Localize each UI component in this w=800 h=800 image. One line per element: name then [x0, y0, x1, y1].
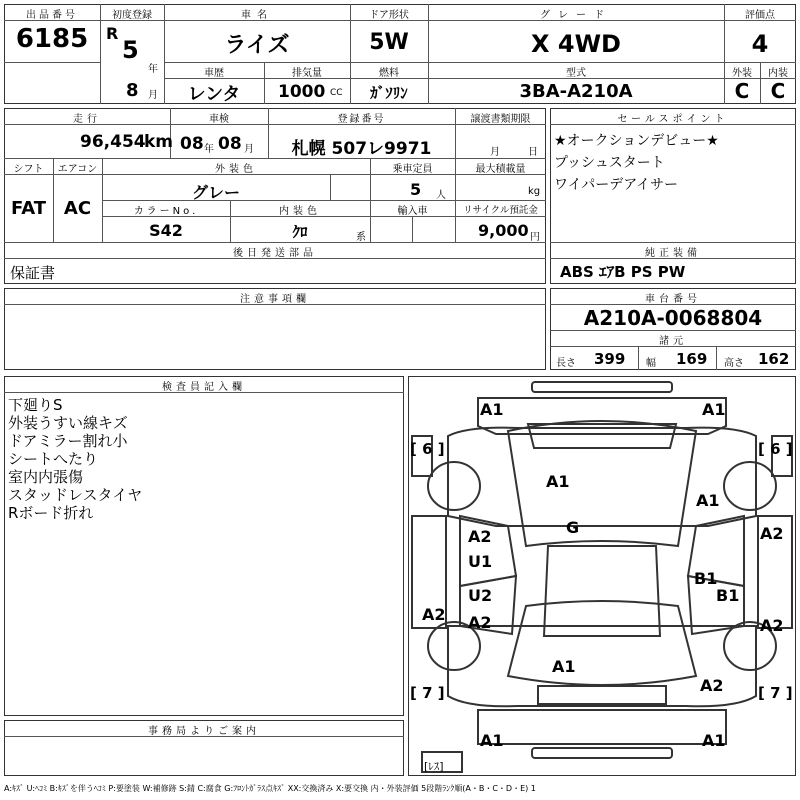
- model-label: 型式: [566, 68, 586, 79]
- damage-mark: A1: [480, 731, 504, 750]
- damage-mark: [ 7 ]: [410, 684, 445, 702]
- reg-no: 札幌 507レ9971: [291, 139, 432, 159]
- exterior: C: [734, 79, 750, 103]
- interior-label: 内装: [768, 68, 788, 79]
- transfer-day-unit: 日: [528, 147, 538, 158]
- damage-mark: A1: [480, 400, 504, 419]
- mileage-unit: km: [144, 132, 174, 152]
- era: R: [106, 24, 119, 43]
- damage-mark: B1: [694, 569, 718, 588]
- damage-mark: U2: [468, 586, 493, 605]
- history-label: 車歴: [204, 68, 224, 79]
- damage-mark: A2: [760, 616, 784, 635]
- recycle: 9,000: [478, 221, 529, 240]
- month: 8: [126, 80, 139, 101]
- damage-mark: U1: [468, 552, 493, 571]
- color-no: S42: [149, 221, 183, 240]
- ac-label: エアコン: [57, 164, 98, 175]
- chassis-no: A210A-0068804: [583, 306, 763, 330]
- damage-mark: A1: [702, 731, 726, 750]
- door-label: ドア形状: [369, 10, 409, 21]
- ac: AC: [63, 198, 92, 219]
- score-label: 評価点: [745, 10, 775, 21]
- inspector-line: 下廻りS: [8, 396, 63, 414]
- displacement-label: 排気量: [292, 68, 322, 79]
- reg-no-label: 登録番号: [337, 114, 386, 125]
- fuel-label: 燃料: [379, 68, 399, 79]
- sales-line: プッシュスタート: [554, 155, 665, 171]
- damage-mark: A2: [760, 524, 784, 543]
- damage-mark: A2: [422, 605, 446, 624]
- later-parts-label: 後日発送部品: [233, 248, 317, 259]
- damage-mark: [ﾚｽ]: [424, 760, 444, 773]
- month-unit: 月: [148, 90, 158, 101]
- inspector-line: スタッドレスタイヤ: [8, 486, 143, 504]
- capacity-unit: 人: [436, 190, 446, 201]
- score: 4: [751, 30, 769, 58]
- displacement-unit: CC: [330, 88, 343, 98]
- spec-label: 諸元: [659, 336, 687, 347]
- mileage-label: 走行: [73, 114, 101, 125]
- lot-no-label: 出品番号: [26, 10, 78, 21]
- damage-mark: B1: [716, 586, 740, 605]
- max-load-unit: kg: [528, 186, 541, 197]
- max-load-label: 最大積載量: [475, 164, 526, 175]
- insp-month-unit: 月: [244, 144, 254, 155]
- later-parts: 保証書: [10, 264, 56, 282]
- exterior-label: 外装: [732, 68, 752, 79]
- inspector-line: ドアミラー割れ小: [8, 432, 128, 450]
- capacity-label: 乗車定員: [392, 164, 433, 175]
- notes-label: 注意事項欄: [240, 294, 310, 305]
- damage-mark: A2: [468, 527, 492, 546]
- capacity: 5: [410, 180, 422, 199]
- equipment: ABS ｴｱB PS PW: [560, 263, 686, 281]
- inspector-label: 検査員記入欄: [162, 382, 246, 393]
- grade-label: グレード: [540, 10, 612, 21]
- equipment-label: 純正装備: [645, 248, 701, 259]
- first-reg-label: 初度登録: [112, 10, 152, 21]
- damage-mark: A1: [702, 400, 726, 419]
- inspector-line: 外装うすい線キズ: [8, 414, 128, 432]
- insp-year-unit: 年: [204, 144, 214, 155]
- int-color-unit: 系: [356, 232, 366, 243]
- damage-mark: A1: [546, 472, 570, 491]
- car-name-label: 車名: [241, 10, 273, 21]
- damage-mark: A2: [700, 676, 724, 695]
- door: 5W: [369, 30, 409, 55]
- recycle-unit: 円: [530, 232, 540, 243]
- height: 162: [758, 350, 790, 368]
- transfer-month-unit: 月: [490, 147, 500, 158]
- inspector-line: 室内内張傷: [8, 468, 84, 486]
- history: レンタ: [187, 84, 241, 105]
- year-unit: 年: [148, 64, 158, 75]
- width: 169: [676, 350, 708, 368]
- shift: FAT: [10, 198, 47, 219]
- length: 399: [594, 350, 626, 368]
- height-label: 高さ: [724, 358, 744, 369]
- chassis-label: 車台番号: [645, 294, 701, 305]
- damage-mark: A1: [696, 491, 720, 510]
- sales-line: ★オークションデビュー★: [554, 133, 719, 149]
- damage-mark: G: [566, 518, 580, 537]
- sales-line: ワイパーデアイサー: [554, 177, 679, 193]
- color-no-label: カラーNo.: [133, 206, 199, 217]
- displacement: 1000: [278, 82, 326, 102]
- damage-mark: [ 6 ]: [758, 440, 793, 458]
- car-name: ライズ: [224, 33, 290, 58]
- car-diagram: [408, 376, 796, 776]
- shift-label: シフト: [13, 164, 44, 175]
- inspector-line: Rボード折れ: [8, 504, 94, 522]
- length-label: 長さ: [556, 358, 576, 369]
- year: 5: [122, 36, 139, 64]
- mileage: 96,454: [80, 132, 146, 152]
- ext-color-label: 外装色: [215, 164, 257, 175]
- sales-label: セールスポイント: [617, 114, 729, 125]
- import-label: 輸入車: [397, 206, 428, 217]
- inspector-line: シートへたり: [8, 450, 99, 468]
- damage-mark: [ 7 ]: [758, 684, 793, 702]
- insp-month: 08: [218, 134, 242, 154]
- inspection-label: 車検: [209, 114, 229, 125]
- insp-year: 08: [180, 134, 204, 154]
- fuel: ｶﾞｿﾘﾝ: [370, 84, 408, 102]
- damage-mark: A2: [468, 613, 492, 632]
- office-label: 事務局よりご案内: [148, 726, 260, 737]
- ext-color: グレー: [191, 183, 240, 202]
- width-label: 幅: [646, 358, 656, 369]
- lot-no: 6185: [15, 24, 89, 54]
- damage-mark: A1: [552, 657, 576, 676]
- int-color: ｸﾛ: [292, 223, 308, 241]
- recycle-label: リサイクル預託金: [463, 205, 538, 216]
- damage-mark: [ 6 ]: [410, 440, 445, 458]
- transfer-label: 譲渡書類期限: [470, 114, 531, 125]
- legend: A:ｷｽﾞ U:ﾍｺﾐ B:ｷｽﾞを伴うﾍｺﾐ P:要塗装 W:補修跡 S:錆 C:腐食 G:ﾌﾛﾝﾄｶﾞﾗｽ点ｷｽﾞ XX:交換済み X:要交換 内・外装評価 5段階ﾗﾝｸ順(A・B・C・D・E) 1: [4, 784, 536, 793]
- model: 3BA-A210A: [519, 81, 633, 102]
- int-color-label: 内装色: [279, 206, 321, 217]
- interior: C: [770, 79, 786, 103]
- grade: X 4WD: [531, 30, 621, 58]
